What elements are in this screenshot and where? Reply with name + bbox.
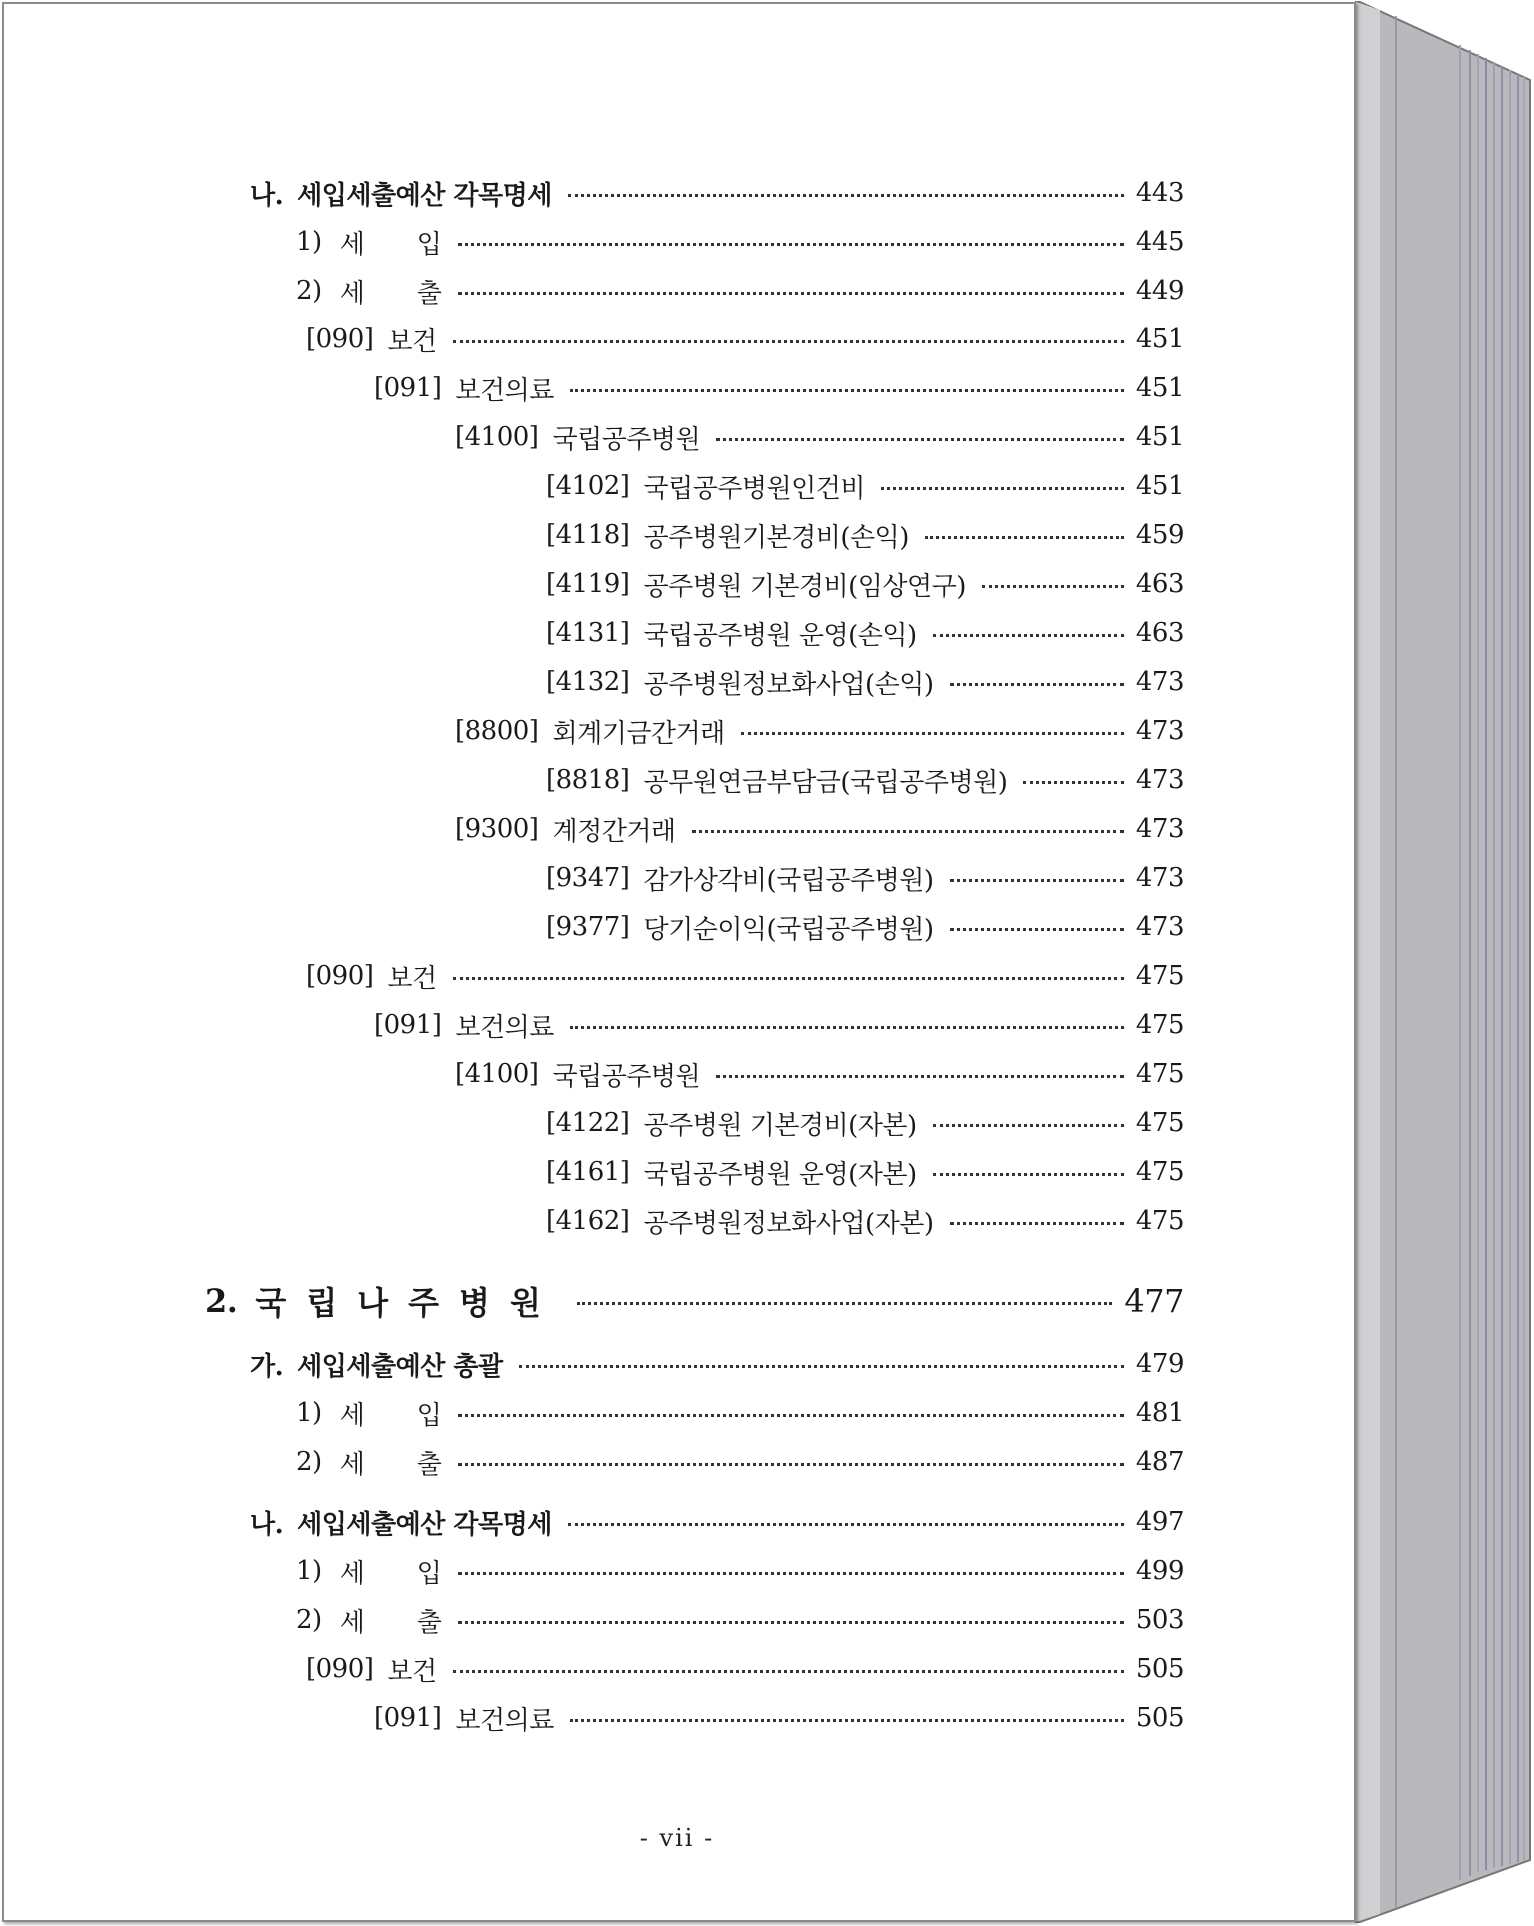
- toc-entry-title: 국립공주병원: [552, 1061, 701, 1092]
- toc-entry-number: 나.: [250, 180, 284, 211]
- toc-entry-page: 473: [1135, 912, 1184, 942]
- toc-entry-title: 보건의료: [455, 1705, 554, 1736]
- toc-entry[interactable]: [250, 176, 1184, 210]
- toc-entry[interactable]: [296, 1554, 1184, 1588]
- toc-entry[interactable]: [374, 1008, 1184, 1042]
- toc-entry-page: 473: [1135, 667, 1184, 697]
- toc-entry[interactable]: [374, 371, 1184, 405]
- toc-entry-page: 451: [1135, 422, 1184, 452]
- toc-entry-title: 보건: [387, 326, 437, 357]
- dot-leader: [570, 389, 1124, 392]
- dot-leader: [950, 879, 1124, 882]
- toc-entry-page: 451: [1135, 373, 1184, 403]
- toc-entry-title: 보건의료: [455, 1012, 554, 1043]
- toc-entry-title: 세입세출예산 각목명세: [297, 180, 552, 211]
- dot-leader: [692, 830, 1124, 833]
- toc-entry[interactable]: [306, 959, 1184, 993]
- dot-leader: [519, 1365, 1124, 1368]
- toc-entry[interactable]: [546, 469, 1184, 503]
- toc-entry-page: 475: [1135, 1059, 1184, 1089]
- toc-entry-page: 505: [1135, 1654, 1184, 1684]
- dot-leader: [453, 340, 1124, 343]
- dot-leader: [458, 292, 1124, 295]
- toc-entry-page: 443: [1135, 178, 1184, 208]
- toc-entry-page: 497: [1135, 1507, 1184, 1537]
- toc-entry-title: 공주병원정보화사업(손익): [643, 669, 934, 700]
- toc-entry-title: 보건: [387, 963, 437, 994]
- toc-entry-page: 505: [1135, 1703, 1184, 1733]
- toc-entry[interactable]: [455, 812, 1184, 846]
- toc-entry[interactable]: [546, 567, 1184, 601]
- toc-entry[interactable]: [546, 616, 1184, 650]
- dot-leader: [982, 585, 1124, 588]
- toc-entry-title: 공주병원정보화사업(자본): [643, 1208, 934, 1239]
- toc-entry-page: 463: [1135, 618, 1184, 648]
- toc-entry[interactable]: [455, 714, 1184, 748]
- toc-entry-page: 503: [1135, 1605, 1184, 1635]
- toc-entry[interactable]: [205, 1278, 1184, 1324]
- toc-entry-number: [8818]: [546, 765, 630, 795]
- toc-entry[interactable]: [306, 1652, 1184, 1686]
- toc-entry-title: 세입세출예산 총괄: [297, 1351, 503, 1382]
- toc-entry-page: 475: [1135, 1010, 1184, 1040]
- toc-entry-page: 473: [1135, 814, 1184, 844]
- toc-entry-number: [4119]: [546, 569, 630, 599]
- toc-entry[interactable]: [455, 420, 1184, 454]
- dot-leader: [577, 1302, 1113, 1305]
- toc-entry-number: [090]: [306, 1654, 374, 1684]
- toc-entry-number: [091]: [374, 1010, 442, 1040]
- toc-entry-title: 회계기금간거래: [552, 718, 725, 749]
- toc-entry-title: 세 입: [339, 229, 442, 260]
- toc-entry-number: [9377]: [546, 912, 630, 942]
- toc-entry-page: 479: [1135, 1349, 1184, 1379]
- toc-entry-title: 국립공주병원 운영(손익): [643, 620, 917, 651]
- dot-leader: [453, 1670, 1124, 1673]
- dot-leader: [933, 1173, 1124, 1176]
- toc-entry-title: 국립공주병원인건비: [643, 473, 866, 504]
- toc-entry[interactable]: [306, 322, 1184, 356]
- toc-entry-page: 475: [1135, 1108, 1184, 1138]
- toc-entry-number: [4102]: [546, 471, 630, 501]
- toc-entry-number: 2): [296, 276, 322, 306]
- toc-entry-page: 449: [1135, 276, 1184, 306]
- toc-entry-number: 가.: [250, 1351, 284, 1382]
- dot-leader: [453, 977, 1124, 980]
- toc-entry-title: 세 출: [339, 278, 442, 309]
- dot-leader: [716, 438, 1124, 441]
- toc-entry[interactable]: [546, 518, 1184, 552]
- toc-entry-title: 계정간거래: [552, 816, 676, 847]
- toc-entry-number: [4132]: [546, 667, 630, 697]
- dot-leader: [950, 928, 1124, 931]
- dot-leader: [716, 1075, 1124, 1078]
- toc-entry-number: 2.: [205, 1282, 238, 1320]
- toc-entry-number: [091]: [374, 373, 442, 403]
- toc-entry-number: 2): [296, 1605, 322, 1635]
- toc-entry-page: 481: [1135, 1398, 1184, 1428]
- dot-leader: [458, 1463, 1124, 1466]
- dot-leader: [570, 1719, 1124, 1722]
- toc-entry-title: 세입세출예산 각목명세: [297, 1509, 552, 1540]
- toc-entry-page: 451: [1135, 324, 1184, 354]
- dot-leader: [950, 683, 1124, 686]
- toc-entry[interactable]: [546, 1155, 1184, 1189]
- toc-entry-number: [4100]: [455, 1059, 539, 1089]
- toc-entry-number: [4100]: [455, 422, 539, 452]
- toc-entry-number: [4131]: [546, 618, 630, 648]
- toc-entry-title: 공무원연금부담금(국립공주병원): [643, 767, 1008, 798]
- dot-leader: [933, 1124, 1124, 1127]
- toc-entry-title: 국립공주병원: [552, 424, 701, 455]
- dot-leader: [881, 487, 1124, 490]
- dot-leader: [950, 1222, 1124, 1225]
- dot-leader: [741, 732, 1124, 735]
- toc-entry-number: 2): [296, 1447, 322, 1477]
- toc-entry[interactable]: [546, 910, 1184, 944]
- dot-leader: [568, 194, 1124, 197]
- toc-entry-number: [4118]: [546, 520, 630, 550]
- toc-entry-title: 공주병원 기본경비(임상연구): [643, 571, 966, 602]
- toc-entry-page: 477: [1124, 1282, 1184, 1320]
- toc-entry-title: 세 입: [339, 1400, 442, 1431]
- toc-entry-title: 세 출: [339, 1449, 442, 1480]
- toc-entry-number: 1): [296, 1398, 322, 1428]
- toc-entry-title: 국립공주병원 운영(자본): [643, 1159, 917, 1190]
- toc-entry-number: 1): [296, 1556, 322, 1586]
- dot-leader: [570, 1026, 1124, 1029]
- toc-entry[interactable]: [546, 665, 1184, 699]
- toc-entry-page: 499: [1135, 1556, 1184, 1586]
- dot-leader: [568, 1523, 1124, 1526]
- toc-entry-page: 445: [1135, 227, 1184, 257]
- toc-entry-title: 보건: [387, 1656, 437, 1687]
- toc-entry-page: 475: [1135, 1206, 1184, 1236]
- toc-entry[interactable]: [296, 1603, 1184, 1637]
- toc-entry-page: 459: [1135, 520, 1184, 550]
- page-number-footer: - vii -: [639, 1824, 715, 1852]
- toc-entry-page: 463: [1135, 569, 1184, 599]
- toc-entry-number: [4122]: [546, 1108, 630, 1138]
- dot-leader: [1023, 781, 1123, 784]
- dot-leader: [458, 243, 1124, 246]
- toc-entry-number: [090]: [306, 961, 374, 991]
- toc-entry-title: 감가상각비(국립공주병원): [643, 865, 934, 896]
- toc-entry-title: 보건의료: [455, 375, 554, 406]
- toc-entry[interactable]: [546, 861, 1184, 895]
- toc-entry[interactable]: [296, 1396, 1184, 1430]
- toc-entry-number: 1): [296, 227, 322, 257]
- toc-entry-page: 473: [1135, 765, 1184, 795]
- toc-entry-number: [4162]: [546, 1206, 630, 1236]
- dot-leader: [933, 634, 1124, 637]
- toc-entry-page: 473: [1135, 716, 1184, 746]
- toc-entry-title: 공주병원기본경비(손익): [643, 522, 909, 553]
- toc-entry-number: [091]: [374, 1703, 442, 1733]
- toc-entry-title: 공주병원 기본경비(자본): [643, 1110, 917, 1141]
- toc-entry-page: 487: [1135, 1447, 1184, 1477]
- toc-entry[interactable]: [250, 1347, 1184, 1381]
- dot-leader: [458, 1414, 1124, 1417]
- toc-entry-page: 473: [1135, 863, 1184, 893]
- toc-entry[interactable]: [546, 1106, 1184, 1140]
- toc-entry[interactable]: [546, 763, 1184, 797]
- dot-leader: [458, 1621, 1124, 1624]
- toc-entry-number: [090]: [306, 324, 374, 354]
- toc-entry-number: 나.: [250, 1509, 284, 1540]
- toc-entry-number: [9347]: [546, 863, 630, 893]
- toc-entry-page: 451: [1135, 471, 1184, 501]
- toc-entry-title: 당기순이익(국립공주병원): [643, 914, 934, 945]
- toc-entry-number: [4161]: [546, 1157, 630, 1187]
- toc-entry[interactable]: [296, 274, 1184, 308]
- dot-leader: [458, 1572, 1124, 1575]
- toc-entry-title: 국립나주병원: [255, 1284, 561, 1322]
- toc-entry-page: 475: [1135, 961, 1184, 991]
- toc-entry[interactable]: [546, 1204, 1184, 1238]
- toc-entry-number: [9300]: [455, 814, 539, 844]
- toc-entry[interactable]: [296, 225, 1184, 259]
- dot-leader: [925, 536, 1124, 539]
- toc-entry-title: 세 출: [339, 1607, 442, 1638]
- toc-entry[interactable]: [250, 1505, 1184, 1539]
- toc-entry-page: 475: [1135, 1157, 1184, 1187]
- toc-entry[interactable]: [374, 1701, 1184, 1735]
- toc-entry[interactable]: [455, 1057, 1184, 1091]
- toc-entry-title: 세 입: [339, 1558, 442, 1589]
- toc-entry-number: [8800]: [455, 716, 539, 746]
- toc-entry[interactable]: [296, 1445, 1184, 1479]
